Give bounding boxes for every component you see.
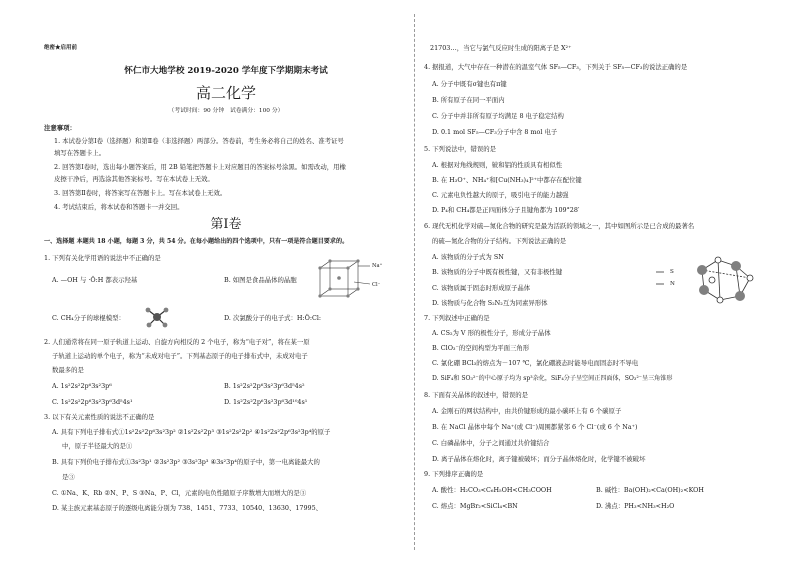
question-6: 6. 现代无机化学对硫—氮化合物的研究是最为活跃的领域之一，其中如图所示是已合成的最著名 [424, 222, 695, 230]
label-n: N [670, 281, 675, 287]
option-3b-cont: 是③ [62, 473, 75, 481]
question-7: 7. 下列叙述中正确的是 [424, 314, 490, 322]
option-9d: D. 沸点：PH₃<NH₃<H₂O [596, 502, 675, 510]
option-3c: C. ①Na、K、Rb ②N、P、S ③Na、P、Cl，元素的电负性随原子序数增大而增大的是③ [52, 489, 307, 497]
note-line: 2. 回答第Ⅰ卷时，选出每小题答案后，用 2B 铅笔把答题卡上对应题目的答案标号涂黑。如需改动，用橡 [54, 163, 346, 171]
label-cl: Cl⁻ [372, 282, 381, 288]
option-2c: C. 1s²2s²2p⁶3s²3p⁶3d⁵4s¹ [52, 398, 133, 406]
note-line: 填写在答题卡上。 [54, 149, 106, 157]
right-column [424, 0, 764, 562]
option-1c: C. CH₄分子的球棍模型： [52, 314, 125, 322]
note-line: 4. 考试结束后，将本试卷和答题卡一并交回。 [54, 203, 184, 211]
option-2b: B. 1s²2s²2p⁶3s²3p⁶3d⁵4s² [224, 382, 305, 390]
option-5d: D. P₄和 CH₄都是正四面体分子且键角都为 109°28′ [432, 206, 580, 214]
option-3b: B. 具有下列价电子排布式①3s²3p¹ ②3s²3p² ③3s²3p³ ④3s²3p⁴的原子中，第一电离能最大的 [52, 458, 320, 466]
option-4a: A. 分子中既有σ键也有π键 [432, 80, 507, 88]
option-8d: D. 离子晶体在熔化时，离子键被破坏；而分子晶体熔化时，化学键不被破坏 [432, 455, 646, 463]
question-4: 4. 据报道，大气中存在一种潜在的温室气体 SF₅—CF₃，下列关于 SF₅—CF₃的说法正确的是 [424, 63, 688, 71]
label-s: S [670, 269, 674, 275]
secret-label: 绝密★启用前 [44, 45, 78, 51]
option-8a: A. 金刚石的网状结构中，由共价键形成的最小碳环上有 6 个碳原子 [432, 407, 622, 415]
option-5a: A. 根据对角线规则，铍和铝的性质具有相似性 [432, 161, 563, 169]
question-2-line: 子轨道上运动的单个电子，称为“未成对电子”。下列基态原子的电子排布式中，未成对电子 [52, 352, 308, 360]
option-7a: A. CS₂为 V 形的极性分子，形成分子晶体 [432, 329, 551, 337]
notes-heading: 注意事项： [44, 124, 76, 132]
option-5c: C. 元素电负性越大的原子，吸引电子的能力越强 [432, 191, 569, 199]
option-1d: D. 次氯酸分子的电子式：H:Ö:Cl: [224, 314, 322, 322]
option-6c: C. 该物质属于固态时形成原子晶体 [432, 284, 531, 292]
option-7b: B. ClO₃⁻的空间构型为平面三角形 [432, 344, 530, 352]
option-8b: B. 在 NaCl 晶体中每个 Na⁺(或 Cl⁻)周围都紧邻 6 个 Cl⁻(或 6 个 Na⁺) [432, 423, 638, 431]
question-2-line: 数最多的是 [52, 366, 84, 374]
question-1: 1. 下列有关化学用语的说法中不正确的是 [44, 254, 161, 262]
option-7d: D. SiF₄和 SO₃²⁻的中心原子均为 sp³杂化，SiF₄分子呈空间正四面体，SO₃²⁻呈三角锥形 [432, 375, 673, 382]
question-9: 9. 下列排序正确的是 [424, 470, 484, 478]
left-column [44, 0, 408, 562]
option-3a: A. 具有下列电子排布式①1s²2s²2p⁶3s²3p² ②1s²2s²2p³ ③1s²2s²2p² ④1s²2s²2p⁶3s²3p⁴的原子 [52, 428, 331, 436]
note-line: 3. 回答第Ⅱ卷时，将答案写在答题卡上。写在本试卷上无效。 [54, 189, 227, 197]
question-2: 2. 人们通常将在同一原子轨道上运动、自旋方向相反的 2 个电子，称为“电子对”，将在某一原 [44, 338, 310, 346]
subject-title: 高二化学 [195, 84, 256, 102]
option-7c: C. 氯化硼 BCl₃的熔点为－107 ℃，氯化硼液态时能导电而固态时不导电 [432, 359, 639, 367]
section-instruction: 一、选择题 本题共 18 小题，每题 3 分，共 54 分。在每小题给出的四个选项中，只有一项是符合题目要求的。 [44, 238, 349, 245]
question-3d-cont: 21703…，当它与氯气反应时生成的阳离子是 X²⁺ [430, 44, 572, 52]
option-6a: A. 该物质的分子式为 SN [432, 253, 504, 261]
crystal-cell-figure [314, 258, 396, 300]
option-3a-cont: 中，原子半径最大的是① [62, 442, 133, 450]
option-3d: D. 某主族元素基态原子的逐级电离能分别为 738、1451、7733、10540、13630、17995、 [52, 504, 323, 512]
question-3: 3. 以下有关元素性质的说法不正确的是 [44, 413, 155, 421]
note-line: 1. 本试卷分第Ⅰ卷（选择题）和第Ⅱ卷（非选择题）两部分。答卷前，考生务必将自己的姓名、准考证号 [54, 137, 344, 145]
option-1a: A. —OH 与 ·Ö:H 都表示羟基 [52, 276, 138, 284]
option-1b: B. 如图是食品晶体的晶胞 [224, 276, 297, 284]
option-2a: A. 1s²2s²2p⁶3s²3p⁶ [52, 382, 112, 390]
question-8: 8. 下面有关晶体的叙述中，错误的是 [424, 391, 528, 399]
question-5: 5. 下列说法中，错误的是 [424, 145, 497, 153]
column-divider [414, 14, 415, 550]
option-4c: C. 分子中并非所有原子均满足 8 电子稳定结构 [432, 112, 564, 120]
option-4b: B. 所有原子在同一平面内 [432, 96, 505, 104]
question-6-line: 的硫—氮化合物的分子结构。下列说法正确的是 [432, 237, 567, 245]
option-4d: D. 0.1 mol SF₅—CF₃分子中含 8 mol 电子 [432, 128, 558, 136]
methane-model-figure [144, 306, 170, 328]
sn-molecule-figure [652, 250, 764, 308]
school-title: 怀仁市大地学校 2019-2020 学年度下学期期末考试 [124, 66, 328, 76]
option-6b: B. 该物质的分子中既有极性键，又有非极性键 [432, 268, 563, 276]
section-title: 第Ⅰ卷 [210, 217, 242, 232]
option-6d: D. 该物质与化合物 S₂N₂互为同素异形体 [432, 299, 548, 307]
option-8c: C. 白磷晶体中，分子之间通过共价键结合 [432, 439, 550, 447]
option-9c: C. 熔点：MgBr₂<SiCl₄<BN [432, 502, 518, 510]
label-na: Na⁺ [372, 263, 383, 269]
note-line: 皮擦干净后，再选涂其他答案标号。写在本试卷上无效。 [54, 175, 214, 183]
option-9b: B. 碱性：Ba(OH)₂<Ca(OH)₂<KOH [596, 486, 704, 494]
option-2d: D. 1s²2s²2p⁶3s²3p⁶3d¹⁰4s¹ [224, 398, 308, 406]
option-5b: B. 在 H₃O⁺、NH₄⁺和[Cu(NH₃)₄]²⁺中都存在配位键 [432, 176, 582, 184]
option-9a: A. 酸性：H₂CO₃<C₆H₅OH<CH₃COOH [432, 486, 552, 494]
exam-info: （考试时间：90 分钟 试卷满分：100 分） [168, 108, 284, 114]
